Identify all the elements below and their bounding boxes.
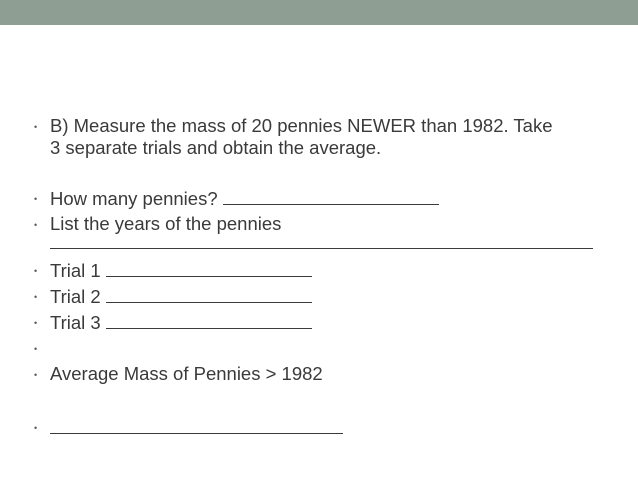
- how-many-label: How many pennies?: [50, 188, 218, 209]
- average-label: Average Mass of Pennies > 1982: [50, 363, 323, 384]
- instruction-line-1: B) Measure the mass of 20 pennies NEWER than 1982. Take: [50, 115, 553, 136]
- trial-3-label: Trial 3: [50, 312, 101, 333]
- trial-3-blank[interactable]: [106, 311, 312, 329]
- bullet-dot: •: [34, 370, 38, 380]
- bullet-dot: •: [34, 194, 38, 204]
- bullet-dot: •: [34, 122, 38, 132]
- years-label: List the years of the pennies: [50, 213, 282, 234]
- instruction-line-2: 3 separate trials and obtain the average.: [50, 137, 382, 158]
- years-blank[interactable]: [50, 231, 593, 249]
- trial-1-label: Trial 1: [50, 260, 101, 281]
- bullet-dot: •: [34, 423, 38, 433]
- bullet-dot: •: [34, 292, 38, 302]
- trial-2-blank[interactable]: [106, 285, 312, 303]
- bullet-dot: •: [34, 266, 38, 276]
- bullet-dot: •: [34, 318, 38, 328]
- average-answer-blank[interactable]: [50, 416, 343, 434]
- trial-2-label: Trial 2: [50, 286, 101, 307]
- how-many-blank[interactable]: [223, 187, 439, 205]
- trial-1-blank[interactable]: [106, 259, 312, 277]
- bullet-dot: •: [34, 220, 38, 230]
- bullet-dot: •: [34, 344, 38, 354]
